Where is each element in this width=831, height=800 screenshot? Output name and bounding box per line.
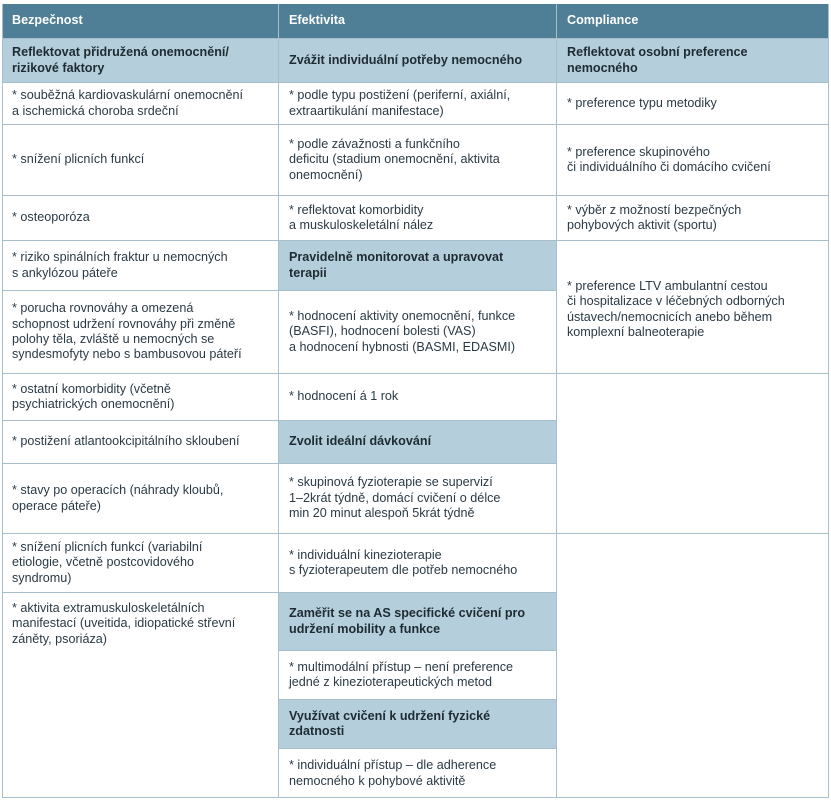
col1-item: * snížení plicních funkcí (variabilní etiologie, včetně postcovidového syndromu) — [2, 534, 278, 592]
col3-empty-cell — [557, 534, 829, 798]
col3-section-heading: Reflektovat osobní preference nemocného — [557, 39, 829, 82]
col2-item: * hodnocení á 1 rok — [279, 374, 556, 420]
col1-item: * aktivita extramuskuloskeletálních manifestací (uveitida, idiopatické střevní záněty, psoriáza) — [2, 593, 278, 798]
grid-line — [2, 463, 556, 464]
col2-item: * hodnocení aktivity onemocnění, funkce (BASFI), hodnocení bolesti (VAS) a hodnocení hybnosti (BASMI, EDASMI) — [279, 291, 556, 373]
col2-item: * multimodální přístup – není preference jedné z kinezioterapeutických metod — [279, 651, 556, 699]
recommendations-table — [2, 4, 829, 798]
grid-line — [2, 124, 829, 125]
col2-item: * skupinová fyzioterapie se supervizí 1–2krát týdně, domácí cvičení o délce min 20 minut alespoň 5krát týdně — [279, 464, 556, 533]
grid-line — [2, 592, 556, 593]
col2-item: * podle typu postižení (periferní, axiální, extraartikulání manifestace) — [279, 83, 556, 124]
col1-item: * postižení atlantookcipitálního skloubení — [2, 421, 278, 463]
col1-item: * stavy po operacích (náhrady kloubů, operace páteře) — [2, 464, 278, 533]
grid-line — [2, 420, 556, 421]
col3-item: * preference typu metodiky — [557, 83, 829, 124]
col2-section-heading: Využívat cvičení k udržení fyzické zdatnosti — [279, 700, 556, 748]
col2-item: * individuální kinezioterapie s fyzioterapeutem dle potřeb nemocného — [279, 534, 556, 592]
col1-item: * riziko spinálních fraktur u nemocných s ankylózou páteře — [2, 241, 278, 290]
grid-line — [2, 533, 829, 534]
grid-line — [2, 82, 829, 83]
grid-line — [2, 240, 829, 241]
col1-section-heading: Reflektovat přidružená onemocnění/ rizikové faktory — [2, 39, 278, 82]
col1-item: * ostatní komorbidity (včetně psychiatrických onemocnění) — [2, 374, 278, 420]
grid-line — [2, 290, 556, 291]
header-efektivita: Efektivita — [279, 4, 556, 38]
grid-line — [2, 373, 829, 374]
col2-item: * reflektovat komorbidity a muskuloskeletální nález — [279, 196, 556, 240]
col2-section-heading: Pravidelně monitorovat a upravovat terapii — [279, 241, 556, 290]
grid-line — [2, 797, 829, 798]
col3-item: * preference LTV ambulantní cestou či hospitalizace v léčebných odborných ústavech/nemocnicích anebo během komplexní balneoterapie — [557, 241, 829, 373]
grid-line — [279, 699, 556, 700]
col3-empty-cell — [557, 374, 829, 533]
col1-item: * porucha rovnováhy a omezená schopnost udržení rovnováhy při změně polohy těla, zvláště u nemocných se syndesmofyty nebo s bambusovou páteří — [2, 291, 278, 373]
col1-item: * snížení plicních funkcí — [2, 125, 278, 195]
col3-item: * výběr z možností bezpečných pohybových aktivit (sportu) — [557, 196, 829, 240]
grid-line — [279, 650, 556, 651]
col1-item: * osteoporóza — [2, 196, 278, 240]
header-compliance: Compliance — [557, 4, 829, 38]
col1-item: * souběžná kardiovaskulární onemocnění a ischemická choroba srdeční — [2, 83, 278, 124]
grid-line — [2, 38, 829, 39]
grid-line — [279, 748, 556, 749]
col2-section-heading: Zaměřit se na AS specifické cvičení pro udržení mobility a funkce — [279, 593, 556, 650]
col2-item: * podle závažnosti a funkčního deficitu (stadium onemocnění, aktivita onemocnění) — [279, 125, 556, 195]
header-bezpecnost: Bezpečnost — [2, 4, 278, 38]
col2-section-heading: Zvolit ideální dávkování — [279, 421, 556, 463]
col3-item: * preference skupinového či individuálního či domácího cvičení — [557, 125, 829, 195]
grid-line — [2, 195, 829, 196]
col2-item: * individuální přístup – dle adherence nemocného k pohybové aktivitě — [279, 749, 556, 798]
col2-section-heading: Zvážit individuální potřeby nemocného — [279, 39, 556, 82]
